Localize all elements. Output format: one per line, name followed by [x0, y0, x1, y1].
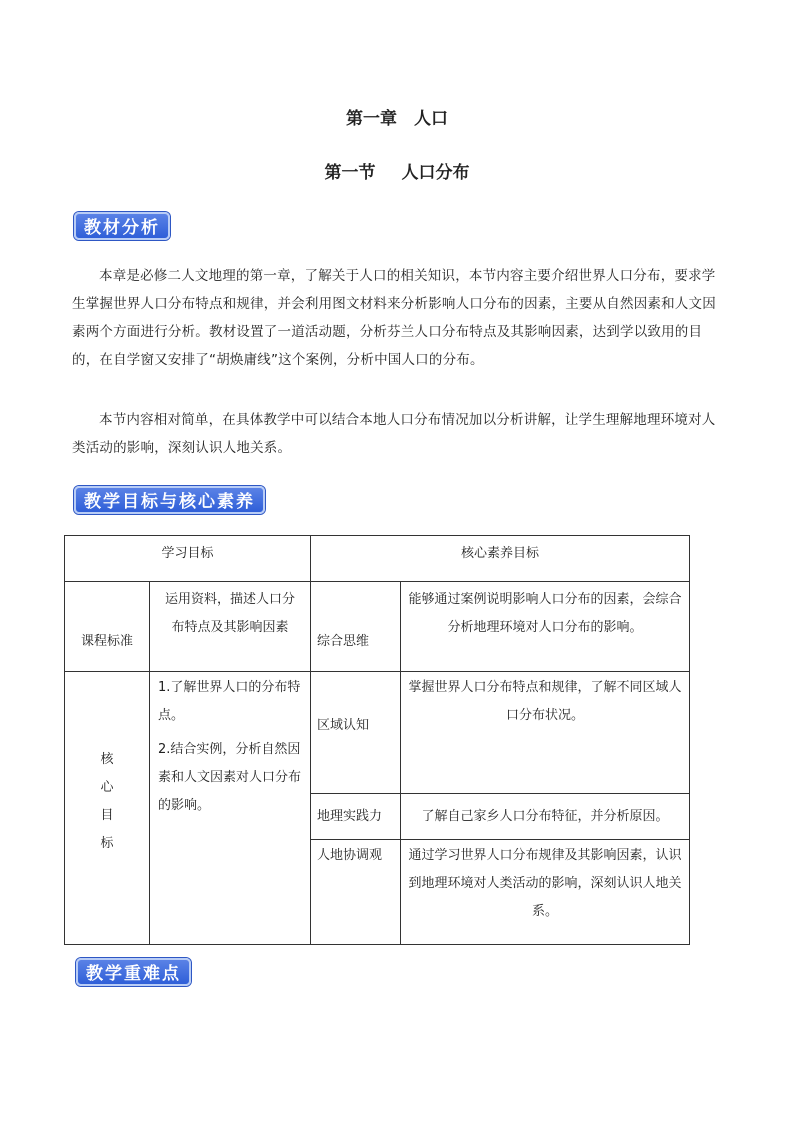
literacy-regional-cognition: 区域认知	[311, 672, 401, 794]
literacy-geographic-practice: 地理实践力	[311, 794, 401, 840]
core-goals-list	[150, 672, 311, 945]
core-goal-2: 2.结合实例，分析自然因素和人文因素对人口分布的影响。	[158, 742, 302, 813]
literacy-comprehensive-thinking-desc: 能够通过案例说明影响人口分布的因素，会综合分析地理环境对人口分布的影响。	[401, 582, 690, 672]
core-label-char: 核	[100, 752, 114, 767]
core-goal-1: 1.了解世界人口的分布特点。	[158, 680, 301, 723]
objectives-table	[64, 535, 690, 945]
material-paragraph-2: 本节内容相对简单，在具体教学中可以结合本地人口分布情况加以分析讲解，让学生理解地理环境对人类活动的影响，深刻认识人地关系。	[72, 412, 716, 456]
section-number: 第一节	[324, 163, 376, 183]
section-name: 人口分布	[401, 163, 470, 183]
core-label-char: 心	[100, 780, 114, 795]
literacy-comprehensive-thinking: 综合思维	[311, 582, 401, 672]
literacy-human-land-harmony-desc: 通过学习世界人口分布规律及其影响因素，认识到地理环境对人类活动的影响，深刻认识人地关系。	[401, 840, 690, 945]
core-label-char: 标	[100, 836, 114, 851]
header-core-literacy: 核心素养目标	[311, 536, 690, 582]
key-difficult-points-badge: 教学重难点	[76, 958, 191, 986]
core-goals-label	[65, 672, 150, 945]
objectives-badge: 教学目标与核心素养	[74, 486, 265, 514]
literacy-regional-cognition-desc: 掌握世界人口分布特点和规律，了解不同区域人口分布状况。	[401, 672, 690, 794]
literacy-geographic-practice-desc: 了解自己家乡人口分布特征，并分析原因。	[401, 794, 690, 840]
header-learning-goals: 学习目标	[65, 536, 311, 582]
literacy-human-land-harmony: 人地协调观	[311, 840, 401, 945]
curriculum-standard-label: 课程标准	[65, 582, 150, 672]
material-paragraph-1: 本章是必修二人文地理的第一章，了解关于人口的相关知识，本节内容主要介绍世界人口分布，要求学生掌握世界人口分布特点和规律，并会利用图文材料来分析影响人口分布的因素，主要从自然因素和人文因素两个方面进行分析。教材设置了一道活动题，分析芬兰人口分布特点及其影响因素，达到学以致用的目的，在自学窗又安排了“胡焕庸线”这个案例，分析中国人口的分布。	[72, 268, 716, 368]
curriculum-goal: 运用资料，描述人口分布特点及其影响因素	[150, 582, 311, 672]
chapter-title: 第一章 人口	[346, 109, 448, 129]
material-analysis-badge: 教材分析	[74, 212, 170, 240]
section-title	[0, 158, 794, 183]
core-label-char: 目	[100, 808, 114, 823]
